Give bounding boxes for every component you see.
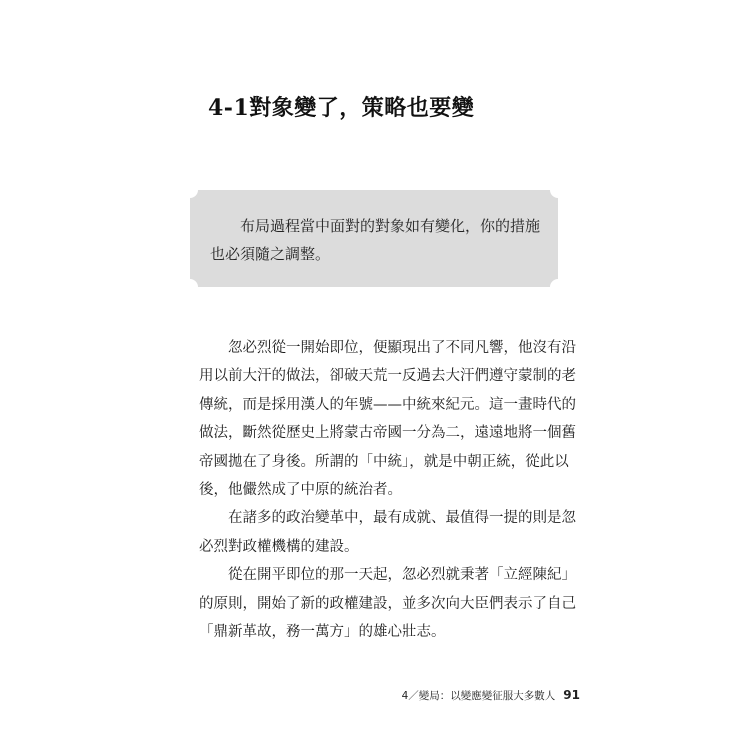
- page-number: 91: [563, 688, 580, 702]
- summary-box: [190, 190, 558, 287]
- corner-notch: [550, 190, 558, 198]
- chapter-label: 4／變局：以變應變征服大多數人: [401, 690, 556, 702]
- paragraph: 忽必烈從一開始即位，便顯現出了不同凡響，他沒有沿用以前大汗的做法，卻破天荒一反過去大汗們遵守蒙制的老傳統，而是採用漢人的年號——中統來紀元。這一畫時代的做法，斷然從歷史上將蒙古帝國一分為二，遠遠地將一個舊帝國拋在了身後。所謂的「中統」，就是中朝正統，從此以後，他儼然成了中原的統治者。: [199, 340, 576, 499]
- summary-text: 布局過程當中面對的對象如有變化，你的措施也必須隨之調整。: [210, 217, 541, 263]
- paragraph: 在諸多的政治變革中，最有成就、最值得一提的則是忽必烈對政權機構的建設。: [199, 510, 576, 555]
- page-footer: [402, 688, 580, 703]
- corner-notch: [190, 190, 198, 198]
- page-title: 4-1對象變了，策略也要變: [208, 95, 475, 121]
- corner-notch: [550, 279, 558, 287]
- corner-notch: [190, 279, 198, 287]
- paragraph: 從在開平即位的那一天起，忽必烈就秉著「立經陳紀」的原則，開始了新的政權建設，並多次向大臣們表示了自己「鼎新革故，務一萬方」的雄心壯志。: [199, 567, 576, 641]
- body-text: [199, 334, 589, 646]
